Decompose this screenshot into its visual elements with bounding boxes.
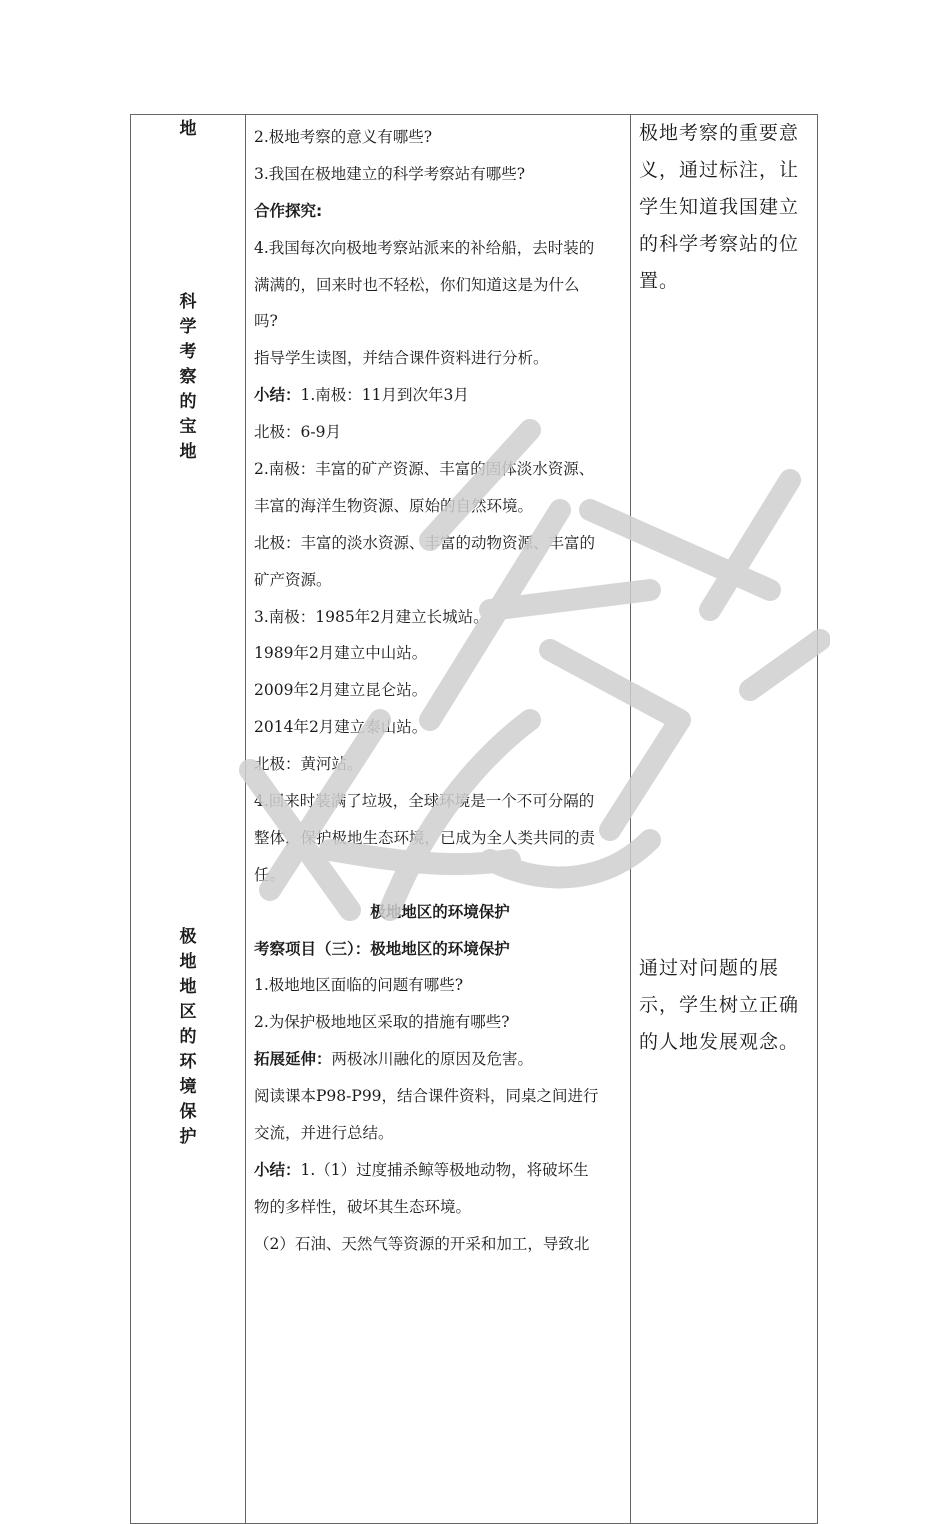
text-line: 任。	[254, 865, 286, 884]
extension-label: 拓展延伸：	[254, 1050, 332, 1069]
text-line: 阅读课本P98-P99，结合课件资料，同桌之间进行	[254, 1087, 599, 1106]
text-line: 北极：丰富的淡水资源、丰富的动物资源、丰富的	[254, 533, 596, 552]
question-line: 1.极地地区面临的问题有哪些?	[254, 976, 464, 995]
text-line: 矿产资源。	[254, 570, 332, 589]
section-title-column	[131, 115, 245, 1523]
text-line: 指导学生读图，并结合课件资料进行分析。	[254, 349, 549, 368]
text-line: 整体，保护极地生态环境，已成为全人类共同的责	[254, 828, 596, 847]
text-line: 北极：黄河站。	[254, 755, 363, 774]
content-lines	[254, 119, 626, 1263]
text-line: 丰富的海洋生物资源、原始的自然环境。	[254, 496, 534, 515]
text-line: 物的多样性，破坏其生态环境。	[254, 1197, 472, 1216]
question-line: 2.为保护极地地区采取的措施有哪些?	[254, 1013, 510, 1032]
question-line: 2.极地考察的意义有哪些?	[254, 128, 433, 146]
lesson-table	[130, 114, 818, 1524]
cooperative-inquiry-heading: 合作探究:	[254, 201, 323, 220]
summary-label: 小结：	[254, 1160, 301, 1179]
text-line: 满满的，回来时也不轻松，你们知道这是为什么	[254, 275, 580, 294]
section-title-science-base: 科 学 考 察 的 宝 地	[179, 292, 197, 462]
text-line: 4.回来时装满了垃圾，全球环境是一个不可分隔的	[254, 792, 595, 811]
text-line: 北极：6-9月	[254, 423, 341, 442]
question-line: 3.我国在极地建立的科学考察站有哪些?	[254, 164, 526, 183]
text-line: 1989年2月建立中山站。	[254, 644, 428, 663]
text-line: 2.南极：丰富的矿产资源、丰富的固体淡水资源、	[254, 460, 595, 479]
subsection-heading: 极地地区的环境保护	[370, 902, 510, 921]
summary-line: 小结：1.（1）过度捕杀鲸等极地动物，将破坏生	[254, 1160, 589, 1179]
extension-line: 拓展延伸：两极冰川融化的原因及危害。	[254, 1050, 534, 1069]
teaching-content-column	[246, 115, 630, 1523]
design-intent-block: 通过对问题的展 示，学生树立正确 的人地发展观念。	[639, 957, 800, 1053]
text-line: 吗?	[254, 312, 278, 331]
text-line: 2014年2月建立泰山站。	[254, 718, 428, 737]
text-line: 交流，并进行总结。	[254, 1124, 394, 1143]
summary-label: 小结：	[254, 386, 301, 405]
design-intent-block: 极地考察的重要意 义，通过标注，让 学生知道我国建立 的科学考察站的位 置。	[639, 122, 800, 292]
section-title-fragment: 地	[179, 119, 197, 139]
text-line: 3.南极：1985年2月建立长城站。	[254, 607, 489, 626]
text-line: 4.我国每次向极地考察站派来的补给船，去时装的	[254, 238, 595, 257]
project-heading: 考察项目（三）：极地地区的环境保护	[254, 939, 510, 958]
section-title-polar-protection: 极 地 地 区 的 环 境 保 护	[179, 927, 197, 1147]
design-intent-column	[631, 115, 817, 1523]
text-line: 2009年2月建立昆仑站。	[254, 681, 428, 700]
summary-line: 小结：1.南极：11月到次年3月	[254, 386, 469, 405]
text-line: （2）石油、天然气等资源的开采和加工，导致北	[254, 1234, 590, 1253]
